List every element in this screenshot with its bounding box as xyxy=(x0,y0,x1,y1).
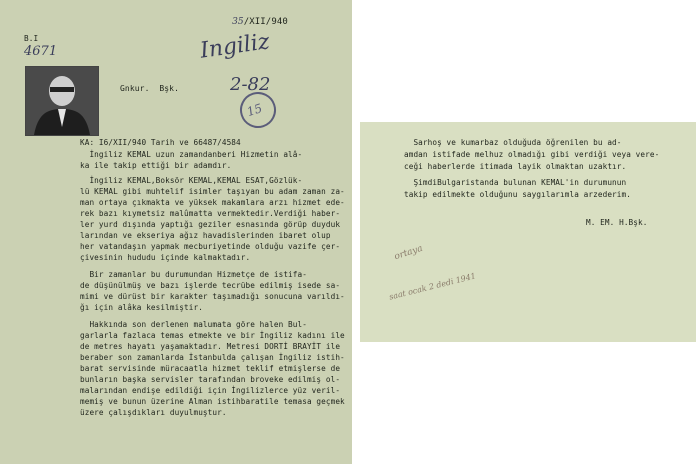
memo-line-15: Hakkında son derlenen malumata göre halen Bul- xyxy=(80,320,307,329)
memo-line-14: ğı için alâka kesilmiştir. xyxy=(80,303,203,312)
memo-line-20: bunların başka servisler tarafından broveke edilmiş ol- xyxy=(80,375,341,384)
document-page-right xyxy=(360,122,696,342)
memo-line-2: ka ile takip ettiği bir adamdır. xyxy=(80,161,232,170)
continuation-line-0: Sarhoş ve kumarbaz olduğuda öğrenilen bu ad- xyxy=(404,138,622,147)
portrait-image xyxy=(26,67,98,135)
memo-line-18: beraber son zamanlarda İstanbulda çalışan İngiliz istih- xyxy=(80,353,345,362)
memo-line-5: man ortaya çıkmakta ve yüksek makamlara arzı hizmet ede- xyxy=(80,198,345,207)
memo-line-8: larından ve ekseriya ağız havadislerinden ibaret olup xyxy=(80,231,331,240)
memo-line-9: her vatandaşın yapmak mecburiyetinde olduğu vazife çer- xyxy=(80,242,341,251)
handwritten-note-2: 2-82 xyxy=(230,74,271,95)
memo-line-16: garlarla fazlaca temas etmekte ve bir İngiliz kadını ile xyxy=(80,331,345,340)
memo-line-11: Bir zamanlar bu durumundan Hizmetçe de istifa- xyxy=(80,270,307,279)
addressee: Gnkur. Bşk. xyxy=(120,84,179,93)
memo-line-23: üzere çalışdıkları duyulmuştur. xyxy=(80,408,227,417)
memo-line-0: KA: I6/XII/940 Tarih ve 66487/4584 xyxy=(80,138,241,147)
memo-line-6: rek bazı kıymetsiz malûmatta vermektedir.Verdiği haber- xyxy=(80,209,341,218)
memo-line-4: lü KEMAL gibi muhtelif isimler taşıyan bu adam zaman za- xyxy=(80,187,345,196)
memo-line-10: çivesinin hududu içinde kalmaktadır. xyxy=(80,253,251,262)
continuation-line-3: ŞimdiBulgaristanda bulunan KEMAL'in durumunun xyxy=(404,178,627,187)
memo-line-12: de düşünülmüş ve bazı işlerde tecrübe edilmiş isede sa- xyxy=(80,281,341,290)
memo-line-7: ler yurd dışında yaptığı geziler esnasında görüp duyduk xyxy=(80,220,341,229)
handwritten-margin-note-1: ortaya xyxy=(393,243,424,263)
continuation-line-4: takip edilmekte olduğunu saygılarımla arzederim. xyxy=(404,190,631,199)
memo-line-22: memiş ve bunun üzerine Alman istihbaratile temasa geçmek xyxy=(80,397,345,406)
portrait-photo xyxy=(25,66,99,136)
memo-line-1: İngiliz KEMAL uzun zamandanberi Hizmetin alâ- xyxy=(80,150,303,159)
continuation-line-2: ceği haberlerde itimada layik olmaktan uzaktır. xyxy=(404,162,627,171)
ref-number: 4671 xyxy=(24,44,58,59)
handwritten-margin-note-2: saat ocak 2 dedi 1941 xyxy=(388,271,477,302)
memo-line-19: barat servisinde müracaatla hizmet teklif etmişlerse de xyxy=(80,364,341,373)
memo-line-3: İngiliz KEMAL,Boksör KEMAL,KEMAL ESAT,Gözlük- xyxy=(80,176,303,185)
stamp-circle: 15 xyxy=(235,87,280,132)
memo-line-17: de metres hayatı yaşamaktadır. Metresi DORTİ BRAYİT ile xyxy=(80,342,341,351)
handwritten-note-1: Ingiliz xyxy=(198,29,272,64)
signature-block: M. EM. H.Bşk. xyxy=(586,218,648,227)
header-date: 35/XII/940 xyxy=(232,16,288,27)
continuation-line-1: amdan istifade melhuz olmadığı gibi verdiği veya vere- xyxy=(404,150,660,159)
memo-line-13: mimi ve dürüst bir karakter taşımadığı sonucuna varıldı- xyxy=(80,292,345,301)
memo-line-21: malarından endişe edildiği için İngilizlerce yüz veril- xyxy=(80,386,341,395)
header-date-prefix: 35 xyxy=(232,16,244,27)
ref-code: B.I xyxy=(24,34,39,43)
